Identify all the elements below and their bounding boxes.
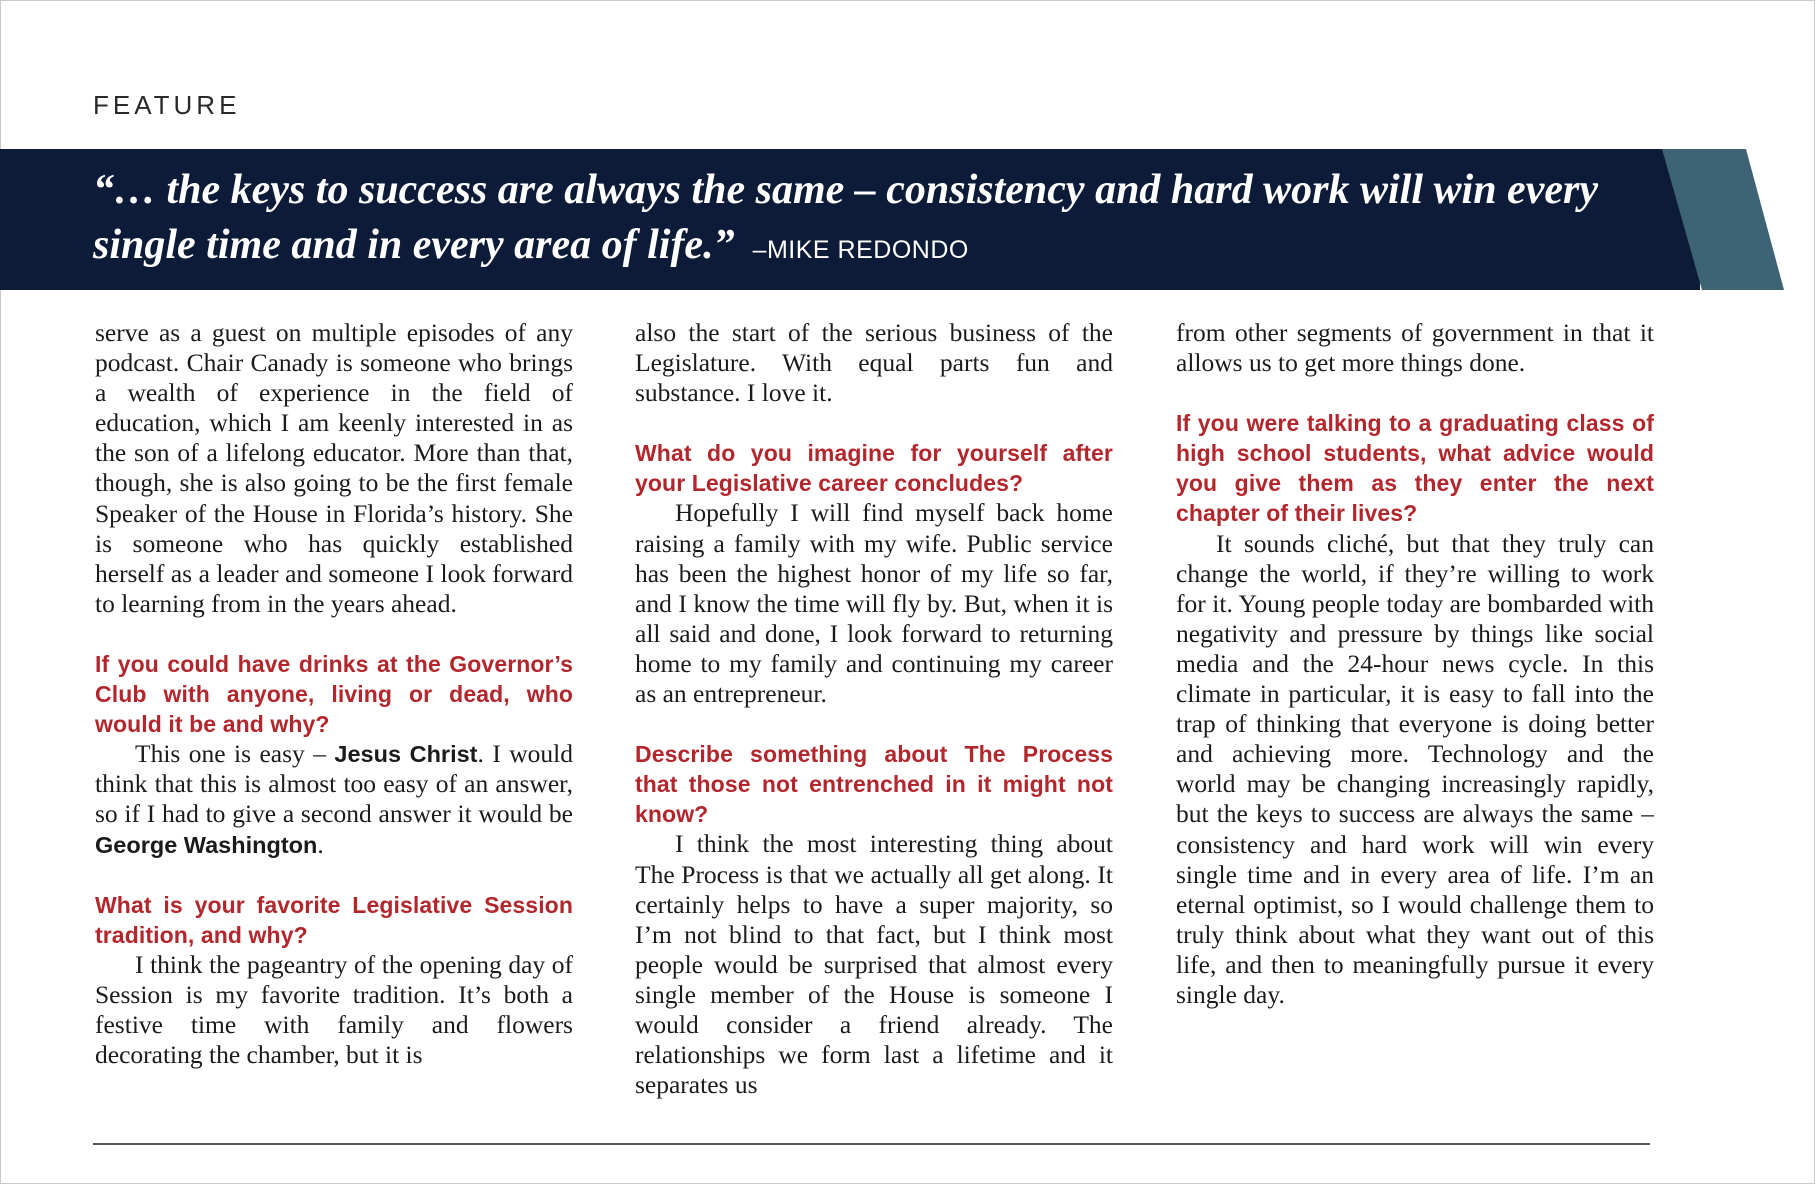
answer-paragraph: Hopefully I will find myself back home raising a family with my wife. Public service has been the highest honor of my life so far, and I know the time will fly by. But, when it is all said and done, I look forward to returning home to my family and continuing my career as an entrepreneur. (635, 498, 1113, 709)
answer-paragraph: I think the most interesting thing about The Process is that we actually all get along. It certainly helps to have a super majority, so I’m not blind to that fact, but I think most people would be surprised that almost every single member of the House is someone I would consider a friend already. The relationships we form last a lifetime and it separates us (635, 829, 1113, 1100)
section-label: FEATURE (93, 90, 241, 120)
answer-bold-name: Jesus Christ (334, 741, 478, 768)
question-heading: If you were talking to a graduating class of high school students, what advice would you give them as they enter the next chapter of their lives? (1176, 410, 1654, 527)
article-column-1 (95, 318, 573, 1070)
paragraph: also the start of the serious business of the Legislature. With equal parts fun and substance. I love it. (635, 318, 1113, 408)
answer-paragraph: I think the pageantry of the opening day of Session is my favorite tradition. It’s both a festive time with family and flowers decorating the chamber, but it is (95, 949, 573, 1070)
answer-text: This one is easy – (135, 739, 335, 769)
question-heading: Describe something about The Process that those not entrenched in it might not know? (635, 741, 1113, 828)
bottom-rule (93, 1143, 1650, 1145)
answer-text: . (317, 829, 324, 859)
question-heading: If you could have drinks at the Governor’s Club with anyone, living or dead, who would it be and why? (95, 650, 573, 738)
pull-quote (93, 163, 1693, 278)
question-heading: What is your favorite Legislative Session tradition, and why? (95, 891, 573, 948)
article-column-2 (635, 318, 1113, 1100)
question-heading: What do you imagine for yourself after your Legislative career concludes? (635, 440, 1113, 497)
answer-bold-name: George Washington (95, 831, 318, 858)
answer-text: . I would think that this is almost too easy of an answer, so if I had to give a second answer it would be (95, 739, 573, 829)
answer-paragraph: It sounds cliché, but that they truly can change the world, if they’re willing to work for it. Young people today are bombarded with negativity and pressure by things like social media and the 24-hour news cycle. In this climate in particular, it is easy to fall into the trap of thinking that everyone is doing better and achieving more. Technology and the world may be changing increasingly rapidly, but the keys to success are always the same – consistency and hard work will win every single time and in every area of life. I’m an eternal optimist, so I would challenge them to truly think about what they want out of this life, and then to meaningfully pursue it every single day. (1176, 528, 1654, 1009)
pull-quote-attribution: –MIKE REDONDO (752, 236, 969, 264)
answer-paragraph (95, 739, 573, 859)
paragraph: from other segments of government in that it allows us to get more things done. (1176, 318, 1654, 378)
paragraph: serve as a guest on multiple episodes of any podcast. Chair Canady is someone who brings a wealth of experience in the field of education, which I am keenly interested in as the son of a lifelong educator. More than that, though, she is also going to be the first female Speaker of the House in Florida’s history. She is someone who has quickly established herself as a leader and someone I look forward to learning from in the years ahead. (95, 318, 573, 618)
article-column-3 (1176, 318, 1654, 1010)
pull-quote-text: “… the keys to success are always the same – consistency and hard work will win every single time and in every area of life.” (93, 167, 1598, 268)
